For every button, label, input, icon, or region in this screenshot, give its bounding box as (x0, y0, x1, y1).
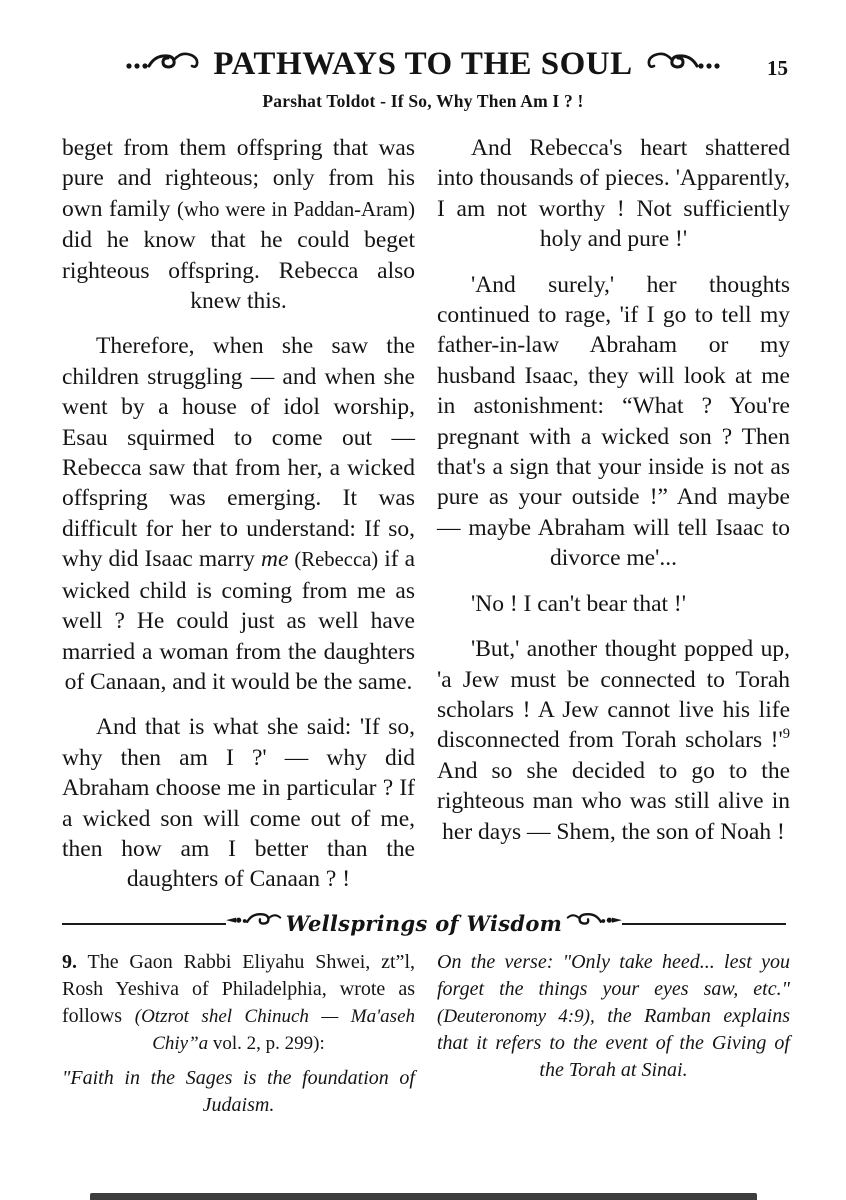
text-segment: And that is what she said: 'If so, why then am I ?' — why did Abraham choose me in particular ? If a wicked son will come out of me, then how am I better than the daughters of Canaan ? ! (62, 714, 415, 893)
paragraph (62, 712, 415, 894)
divider-rule-left (62, 923, 226, 925)
text-segment: The Gaon Rabbi Eliyahu Shwei, zt”l, Rosh Yeshiva of Philadelphia, wrote as follows (62, 950, 415, 1027)
text-segment: the Ramban explains that it refers to the event of the Giving of the Torah at Sinai. (437, 1004, 790, 1081)
page-bottom-scan-edge (90, 1193, 757, 1200)
divider-flourish-left-icon (226, 910, 282, 937)
text-segment: And Rebecca's heart shattered into thousands of pieces. 'Apparently, I am not worthy ! Not sufficiently holy and pure !' (437, 135, 790, 253)
footnote-section-title: Wellsprings of Wisdom (285, 911, 563, 937)
text-segment: 9 (782, 726, 790, 743)
page-header (0, 0, 846, 112)
footnote-left-column (62, 949, 415, 1127)
paragraph (62, 949, 415, 1057)
text-segment: On the verse: "Only take heed... lest you forget the things your eyes saw, etc." (437, 950, 790, 1000)
title-row (0, 44, 846, 84)
paragraph (437, 270, 790, 574)
text-segment: (Otzrot shel Chinuch — Ma'aseh Chiy”a (134, 1005, 416, 1054)
page-number: 15 (767, 56, 788, 80)
text-segment: "Faith in the Sages is the foundation of Judaism. (62, 1066, 415, 1116)
text-segment: Therefore, when she saw the children struggling — and when she went by a house of idol worship, Esau squirmed to come out — Rebecca saw that from her, a wicked offspring was emerging. It was difficult for her to understand: If so, why did Isaac marry (62, 333, 415, 573)
left-column (62, 133, 415, 895)
text-segment: (who were in Paddan-Aram) (176, 198, 415, 221)
paragraph (62, 1065, 415, 1119)
text-segment: me (260, 546, 289, 573)
paragraph (437, 634, 790, 847)
text-segment: (Deuteronomy 4:9), (437, 1005, 595, 1027)
body-text (62, 133, 790, 895)
paragraph (437, 133, 790, 255)
text-segment: 'And surely,' her thoughts continued to rage, 'if I go to tell my father-in-law Abraham or my husband Isaac, they will look at me in astonishment: “What ? You're pregnant with a wicked son ? Then that's a sign that your inside is not as pure as your outside !” And maybe — maybe Abraham will tell Isaac to divorce me'... (437, 271, 790, 572)
paragraph (437, 589, 790, 619)
text-segment: did he know that he could beget righteous offspring. Rebecca also knew this. (62, 227, 415, 315)
text-segment: 'No ! I can't bear that !' (471, 590, 686, 617)
text-segment: 9. (62, 950, 77, 973)
text-segment: if a wicked child is coming from me as well ? He could just as well have married a woman from the daughters of Canaan, and it would be the same. (62, 546, 416, 695)
footnotes (62, 949, 790, 1127)
book-title: PATHWAYS TO THE SOUL (213, 46, 633, 82)
header-flourish-left-icon (125, 49, 203, 80)
footnote-right-column (437, 949, 790, 1127)
text-segment: 'But,' another thought popped up, 'a Jew must be connected to Torah scholars ! A Jew cannot live his life disconnected from Torah scholars !' (437, 636, 790, 754)
paragraph (62, 133, 415, 316)
header-flourish-right-icon (643, 49, 721, 80)
text-segment: And so she decided to go to the righteous man who was still alive in her days — Shem, the son of Noah ! (437, 757, 790, 845)
text-segment: vol. 2, p. 299): (208, 1032, 325, 1054)
divider-rule-right (622, 923, 786, 925)
text-segment: beget from them offspring that was pure and righteous; only from his own family (62, 135, 415, 222)
right-column (437, 133, 790, 895)
paragraph (437, 949, 790, 1084)
page-subtitle: Parshat Toldot - If So, Why Then Am I ? ! (262, 91, 584, 111)
footnote-divider (62, 909, 786, 939)
divider-flourish-right-icon (566, 910, 622, 937)
paragraph (62, 331, 415, 697)
text-segment: (Rebecca) (294, 549, 379, 572)
